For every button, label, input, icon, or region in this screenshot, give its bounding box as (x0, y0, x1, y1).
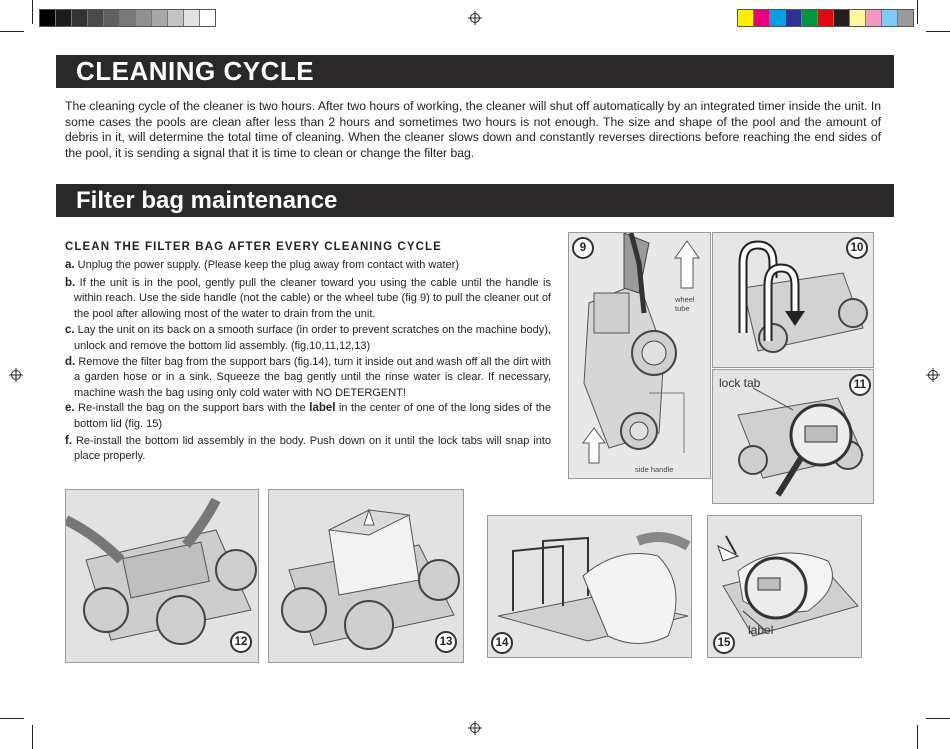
color-swatch (802, 10, 818, 26)
lock-tab-label: lock tab (719, 376, 761, 390)
figure-number-badge: 13 (435, 631, 457, 653)
filter-bag-banner (56, 184, 894, 217)
color-swatch (136, 10, 152, 26)
color-swatch (834, 10, 850, 26)
figure-11 (712, 369, 874, 504)
figure-number-badge: 10 (846, 237, 868, 259)
figure-13 (268, 489, 464, 663)
color-swatch (168, 10, 184, 26)
wheel-tube-label: wheel tube (675, 295, 695, 313)
figure-number-badge: 9 (572, 237, 594, 259)
color-swatch (818, 10, 834, 26)
figure-9 (568, 232, 711, 479)
crop-mark (917, 0, 918, 24)
crop-mark (926, 718, 950, 719)
registration-mark-icon (9, 368, 23, 382)
registration-mark-icon (926, 368, 940, 382)
crop-mark (32, 725, 33, 749)
figure-number-badge: 12 (230, 631, 252, 653)
figure-number-badge: 14 (491, 632, 513, 654)
step-e: e. Re-install the bag on the support bars with the label in the center of one of the long sides of the bottom lid (fig. 15) (65, 402, 552, 430)
crop-mark (926, 31, 950, 32)
figure-14 (487, 515, 692, 658)
figure-12 (65, 489, 259, 663)
color-swatch (850, 10, 866, 26)
color-swatch (88, 10, 104, 26)
color-swatch (184, 10, 200, 26)
color-swatch (152, 10, 168, 26)
color-swatch (40, 10, 56, 26)
cleaning-cycle-banner (56, 55, 894, 88)
step-c: c. Lay the unit on its back on a smooth surface (in order to prevent scratches on the machine body), unlock and remove the bottom lid assembly. (fig.10,11,12,13) (65, 324, 551, 352)
filter-bag-title: Filter bag maintenance (76, 186, 338, 214)
step-f: f. Re-install the bottom lid assembly in the body. Push down on it until the lock tabs will snap into place properly. (65, 434, 551, 463)
color-swatch (866, 10, 882, 26)
side-handle-label: side handle (635, 465, 674, 474)
color-swatch (882, 10, 898, 26)
color-swatch (754, 10, 770, 26)
label-caption: label (748, 623, 774, 637)
figure-14-illustration (488, 516, 691, 657)
figure-number-badge: 15 (713, 632, 735, 654)
crop-mark (32, 0, 33, 24)
figure-15 (707, 515, 862, 658)
color-swatch (56, 10, 72, 26)
color-swatch (738, 10, 754, 26)
figure-9-illustration (569, 233, 710, 478)
cleaning-cycle-title: CLEANING CYCLE (76, 56, 315, 86)
registration-mark-icon (468, 721, 482, 735)
process-color-strip (737, 9, 914, 27)
color-swatch (200, 10, 215, 26)
figure-12-illustration (66, 490, 258, 662)
step-d: d. Remove the filter bag from the support bars (fig.14), turn it inside out and wash off all the dirt with a garden hose or in a sink. Squeeze the bag gently until the rinse water is clear. If necessary, machine wash the bag using only cold water with NO DETERGENT! (65, 355, 551, 399)
color-swatch (898, 10, 913, 26)
color-swatch (72, 10, 88, 26)
figure-number-badge: 11 (849, 374, 871, 396)
cleaning-cycle-body: The cleaning cycle of the cleaner is two hours. After two hours of working, the cleaner will shut off automatically by an integrated timer inside the unit. In some cases the pools are clean after less than 2 hours and sometimes two hours is not enough. The size and shape of the pool and the amount of debris in it, will determine the total time of cleaning. When the cleaner slows down and constantly reverses directions before reaching the end sides of the pool, it is sending a signal that it is time to clean or change the filter bag. (65, 99, 881, 160)
color-swatch (786, 10, 802, 26)
steps-list (65, 258, 551, 465)
color-swatch (120, 10, 136, 26)
color-swatch (770, 10, 786, 26)
filter-bag-heading: CLEAN THE FILTER BAG AFTER EVERY CLEANING CYCLE (65, 241, 442, 253)
figure-13-illustration (269, 490, 463, 662)
step-b: b. If the unit is in the pool, gently pull the cleaner toward you using the cable until the handle is within reach. Use the side handle (not the cable) or the wheel tube (fig 9) to pull the cleaner out of the pool after allowing most of the water to drain from the unit. (65, 276, 551, 320)
step-a: a. Unplug the power supply. (Please keep the plug away from contact with water) (65, 259, 459, 271)
grayscale-color-strip (39, 9, 216, 27)
crop-mark (0, 718, 24, 719)
figure-10 (712, 232, 874, 368)
registration-mark-icon (468, 11, 482, 25)
crop-mark (0, 31, 24, 32)
color-swatch (104, 10, 120, 26)
crop-mark (917, 725, 918, 749)
